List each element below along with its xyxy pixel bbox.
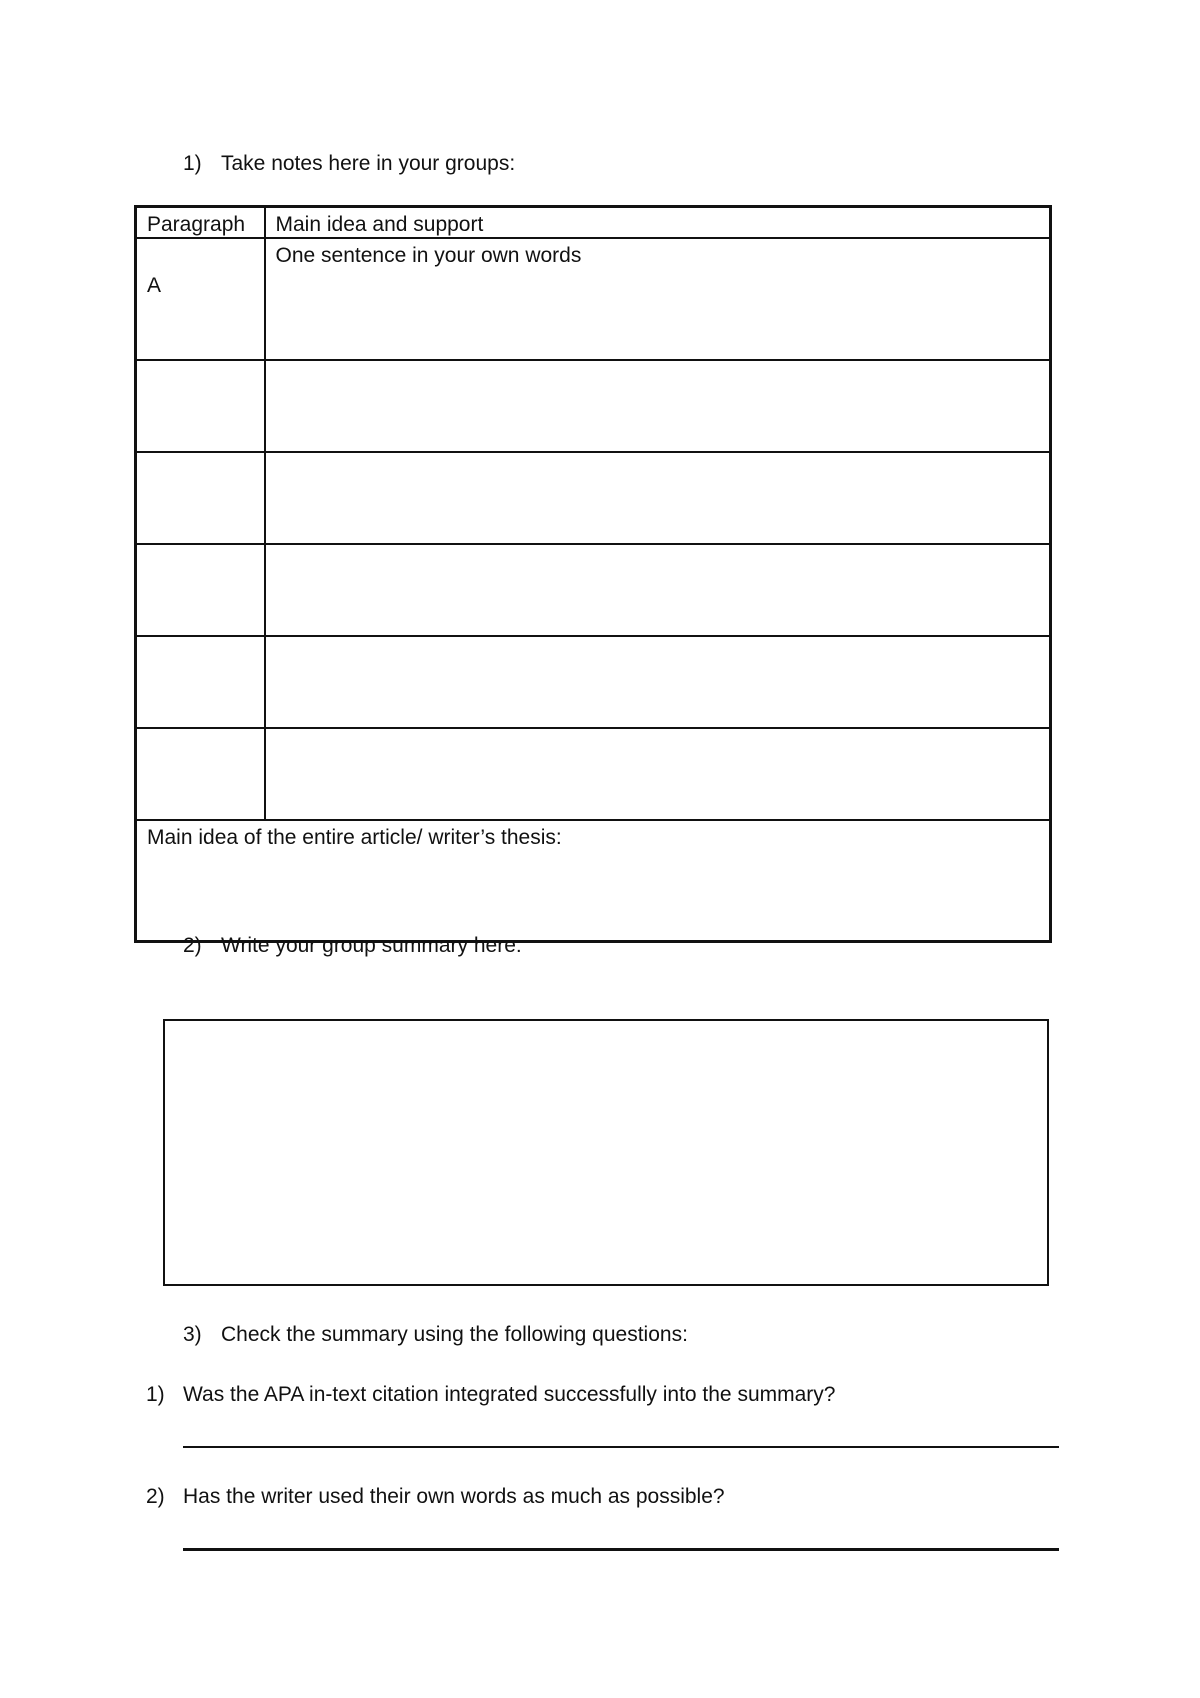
question-number: 2) (146, 1485, 165, 1508)
main-idea-cell[interactable] (265, 544, 1051, 636)
table-row[interactable] (136, 728, 1051, 820)
section-3-title: Check the summary using the following questions: (221, 1323, 688, 1346)
notes-table (134, 205, 1052, 943)
section-1-title: Take notes here in your groups: (221, 152, 516, 175)
paragraph-cell[interactable] (136, 728, 265, 820)
question-number: 1) (146, 1383, 165, 1406)
table-row[interactable] (136, 238, 1051, 360)
table-row[interactable] (136, 360, 1051, 452)
table-row[interactable] (136, 452, 1051, 544)
main-idea-cell[interactable] (265, 360, 1051, 452)
answer-line[interactable] (183, 1548, 1059, 1551)
summary-box[interactable] (163, 1019, 1049, 1286)
thesis-row[interactable] (136, 820, 1051, 942)
section-3-number: 3) (183, 1323, 202, 1346)
paragraph-cell[interactable] (136, 636, 265, 728)
main-idea-cell[interactable] (265, 636, 1051, 728)
table-row[interactable] (136, 636, 1051, 728)
paragraph-cell[interactable] (136, 452, 265, 544)
paragraph-cell[interactable] (136, 544, 265, 636)
question-item (146, 1384, 835, 1405)
paragraph-cell[interactable]: A (136, 238, 265, 360)
section-2-number: 2) (183, 934, 202, 957)
section-3-heading (183, 1324, 688, 1345)
thesis-cell[interactable]: Main idea of the entire article/ writer’s thesis: (136, 820, 1051, 942)
paragraph-cell[interactable] (136, 360, 265, 452)
question-item (146, 1486, 725, 1507)
question-text: Has the writer used their own words as much as possible? (183, 1485, 725, 1508)
header-paragraph: Paragraph (136, 207, 265, 239)
answer-line[interactable] (183, 1446, 1059, 1448)
section-2-heading (183, 935, 522, 956)
section-1-heading (183, 153, 515, 174)
table-header-row (136, 207, 1051, 239)
question-text: Was the APA in-text citation integrated successfully into the summary? (183, 1383, 836, 1406)
main-idea-cell[interactable] (265, 452, 1051, 544)
section-1-number: 1) (183, 152, 202, 175)
main-idea-cell[interactable] (265, 728, 1051, 820)
section-2-title: Write your group summary here: (221, 934, 522, 957)
table-row[interactable] (136, 544, 1051, 636)
main-idea-cell[interactable]: One sentence in your own words (265, 238, 1051, 360)
header-main-idea: Main idea and support (265, 207, 1051, 239)
